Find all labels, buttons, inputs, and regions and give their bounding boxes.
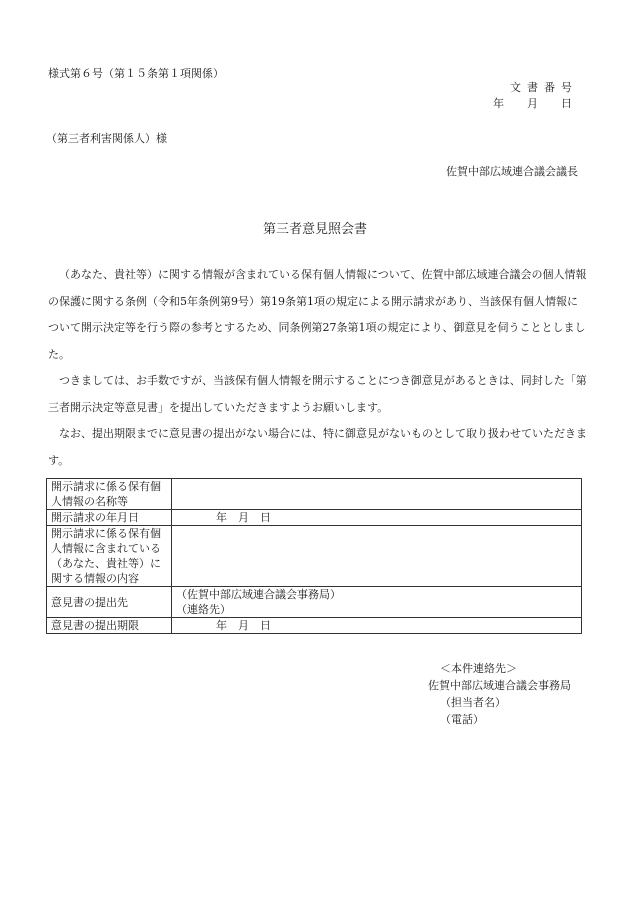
document-number-label: 文書番号 [510, 81, 578, 94]
table-row [47, 526, 582, 587]
document-title: 第三者意見照会書 [262, 222, 367, 237]
paragraph-2: つきましては、お手数ですが、当該保有個人情報を開示することにつき御意見があるときは、同封した「第三者開示決定等意見書」を提出していただきますようお願いします。 [48, 374, 587, 414]
submit-to-contact: （連絡先） [176, 603, 231, 616]
document-date-label: 年 月 日 [493, 97, 578, 110]
row-label-info-content: 開示請求に係る保有個人情報に含まれている（あなた、貴社等）に関する情報の内容 [47, 526, 172, 587]
row-label-request-date: 開示請求の年月日 [47, 510, 172, 526]
row-value-info-name [172, 479, 582, 510]
contact-office: 佐賀中部広域連合議会事務局 [428, 679, 571, 692]
row-value-request-date: 年 月 日 [172, 510, 582, 526]
inquiry-table [46, 478, 582, 634]
document-meta [493, 80, 578, 112]
contact-person: （担当者名） [440, 696, 506, 709]
recipient: （第三者利害関係人）様 [46, 132, 167, 145]
form-number: 様式第６号（第１５条第１項関係） [48, 67, 224, 80]
contact-block [428, 660, 571, 728]
table-row [47, 618, 582, 634]
row-value-info-content [172, 526, 582, 587]
row-value-deadline: 年 月 日 [172, 618, 582, 634]
row-label-deadline: 意見書の提出期限 [47, 618, 172, 634]
row-label-info-name: 開示請求に係る保有個人情報の名称等 [47, 479, 172, 510]
row-label-submit-to: 意見書の提出先 [47, 587, 172, 618]
paragraph-1: （あなた、貴社等）に関する情報が含まれている保有個人情報について、佐賀中部広域連合議会の個人情報の保護に関する条例（令和5年条例第9号）第19条第1項の規定による開示請求があり、当該保有個人情報について開示決定等を行う際の参考とするため、同条例第27条第1項の規定により、御意見を伺うこととしました。 [48, 268, 587, 361]
submit-to-office: （佐賀中部広域連合議会事務局） [176, 588, 341, 601]
row-value-submit-to [172, 587, 582, 618]
contact-phone: （電話） [440, 713, 484, 726]
table-row [47, 479, 582, 510]
sender: 佐賀中部広域連合議会議長 [446, 165, 578, 178]
table-row [47, 510, 582, 526]
paragraph-3: なお、提出期限までに意見書の提出がない場合には、特に御意見がないものとして取り扱わせていただきます。 [48, 427, 587, 467]
body-text [48, 262, 588, 474]
contact-heading: ＜本件連絡先＞ [440, 662, 517, 675]
table-row [47, 587, 582, 618]
